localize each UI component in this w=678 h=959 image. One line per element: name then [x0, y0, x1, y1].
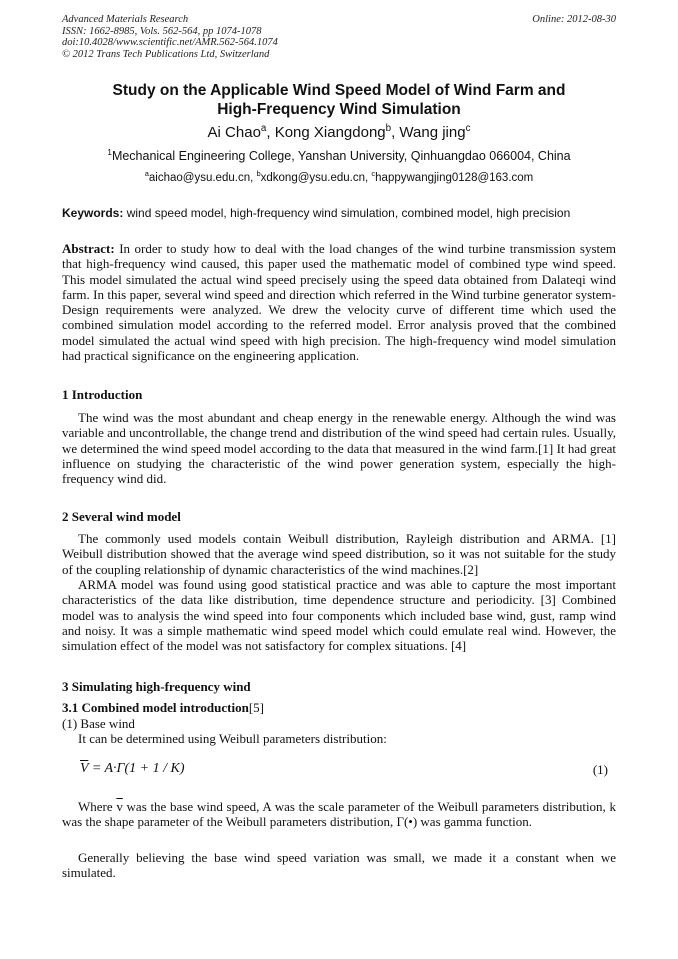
author-sup: a: [260, 123, 267, 134]
citation: [5]: [248, 700, 265, 715]
keywords: [62, 205, 616, 221]
author-name: Kong Xiangdong: [274, 124, 386, 141]
keywords-label: Keywords:: [62, 206, 124, 220]
email-link[interactable]: xdkong@ysu.edu.cn,: [260, 172, 372, 184]
title-line-1: Study on the Applicable Wind Speed Model of Wind Farm and: [112, 82, 566, 99]
paper-title: [62, 81, 616, 119]
journal-header: [62, 14, 278, 60]
abstract-label: Abstract:: [62, 241, 115, 256]
equation: [80, 760, 185, 778]
author-name: Ai Chao: [207, 124, 261, 141]
affiliation: [62, 148, 616, 164]
title-line-2: High-Frequency Wind Simulation: [217, 101, 461, 118]
paragraph-text: Where: [78, 799, 117, 814]
list-item: (1) Base wind: [62, 716, 135, 731]
doi-line: doi:10.4028/www.scientific.net/AMR.562-564.1074: [62, 37, 278, 48]
section-heading: 1 Introduction: [62, 387, 143, 402]
symbol-v-bar: $\overline{v}$: [116, 799, 123, 814]
email-sup: c: [371, 169, 376, 179]
equation-rhs: = A·Γ(1 + 1 / K): [88, 761, 185, 776]
email-sup: b: [256, 169, 261, 179]
paragraph-text: was the base wind speed, A was the scale parameter of the Weibull parameters distribution, k was the shape parameter of the Weibull parameters distribution, Γ(•) was gamma function.: [62, 799, 617, 830]
email-link[interactable]: happywangjing0128@163.com: [375, 172, 534, 184]
section-heading: 2 Several wind model: [62, 509, 181, 524]
equation-lhs: $\overline{V}$: [80, 761, 89, 776]
email-link[interactable]: aichao@ysu.edu.cn,: [148, 172, 257, 184]
paragraph: [62, 799, 616, 830]
online-date: Online: 2012-08-30: [532, 14, 616, 25]
author-sup: b: [385, 123, 392, 134]
author-name: Wang jing: [399, 124, 466, 141]
equation-number: (1): [592, 762, 608, 777]
abstract: [62, 241, 616, 363]
author-emails: [62, 171, 616, 186]
issn-line: ISSN: 1662-8985, Vols. 562-564, pp 1074-1078: [62, 25, 262, 37]
paragraph: The wind was the most abundant and cheap energy in the renewable energy. Although the wind was variable and uncontrollable, the change trend and distribution of the wind speed had certain rules. Usually, we determined the wind speed model according to the data that measured in the wind farm.[1] It had great influence on studying the characteristic of the wind power generation system, especially the high-frequency wind did.: [62, 410, 616, 487]
section-heading: 3 Simulating high-frequency wind: [62, 679, 251, 694]
paragraph: It can be determined using Weibull parameters distribution:: [78, 731, 387, 746]
subsection-heading: [62, 700, 264, 716]
journal-name: Advanced Materials Research: [62, 14, 189, 25]
subsection-title: 3.1 Combined model introduction: [62, 700, 249, 715]
email-sup: a: [144, 169, 149, 179]
keywords-text: wind speed model, high-frequency wind simulation, combined model, high precision: [126, 206, 571, 220]
paragraph: The commonly used models contain Weibull distribution, Rayleigh distribution and ARMA. [1] Weibull distribution showed that the average wind speed distribution, so it was not suitable for the study of the coupling relationship of dynamic characteristics of the wind machines.[2]: [62, 531, 616, 577]
paragraph: Generally believing the base wind speed variation was small, we made it a constant when we simulated.: [62, 850, 616, 881]
copyright-line: © 2012 Trans Tech Publications Ltd, Switzerland: [62, 48, 270, 60]
affiliation-sup: 1: [107, 147, 112, 157]
affiliation-text: Mechanical Engineering College, Yanshan University, Qinhuangdao 066004, China: [111, 149, 571, 163]
author-sup: c: [465, 123, 471, 134]
paragraph: ARMA model was found using good statistical practice and was able to capture the most important characteristics of the data like distribution, time dependence structure and periodicity. [3] Combined model was to analysis the wind speed into four components which included base wind, gust, ramp wind and noisy. It was a simple mathematic wind speed model which could emulate real wind. However, the simulation effect of the model was not satisfactory for complex situations. [4]: [62, 577, 616, 654]
author-list: Ai Chao$^a$, Kong Xiangdong$^b$, Wang jing$^c$: [207, 123, 471, 141]
abstract-text: In order to study how to deal with the load changes of the wind turbine transmission system that high-frequency wind caused, this paper used the mathematic model of combined type wind speed. This model simulated the actual wind speed precisely using the speed data obtained from Dalateqi wind farm. In this paper, several wind speed and direction which referred in the Wind turbine generator system-Design requirements were analyzed. We drew the velocity curve of different time which used the combined simulation model according to the referred model. Error analysis proved that the combined model simulated the actual wind speed with high precision. The high-frequency wind model simulation had practical significance on the engineering application.: [62, 241, 616, 364]
